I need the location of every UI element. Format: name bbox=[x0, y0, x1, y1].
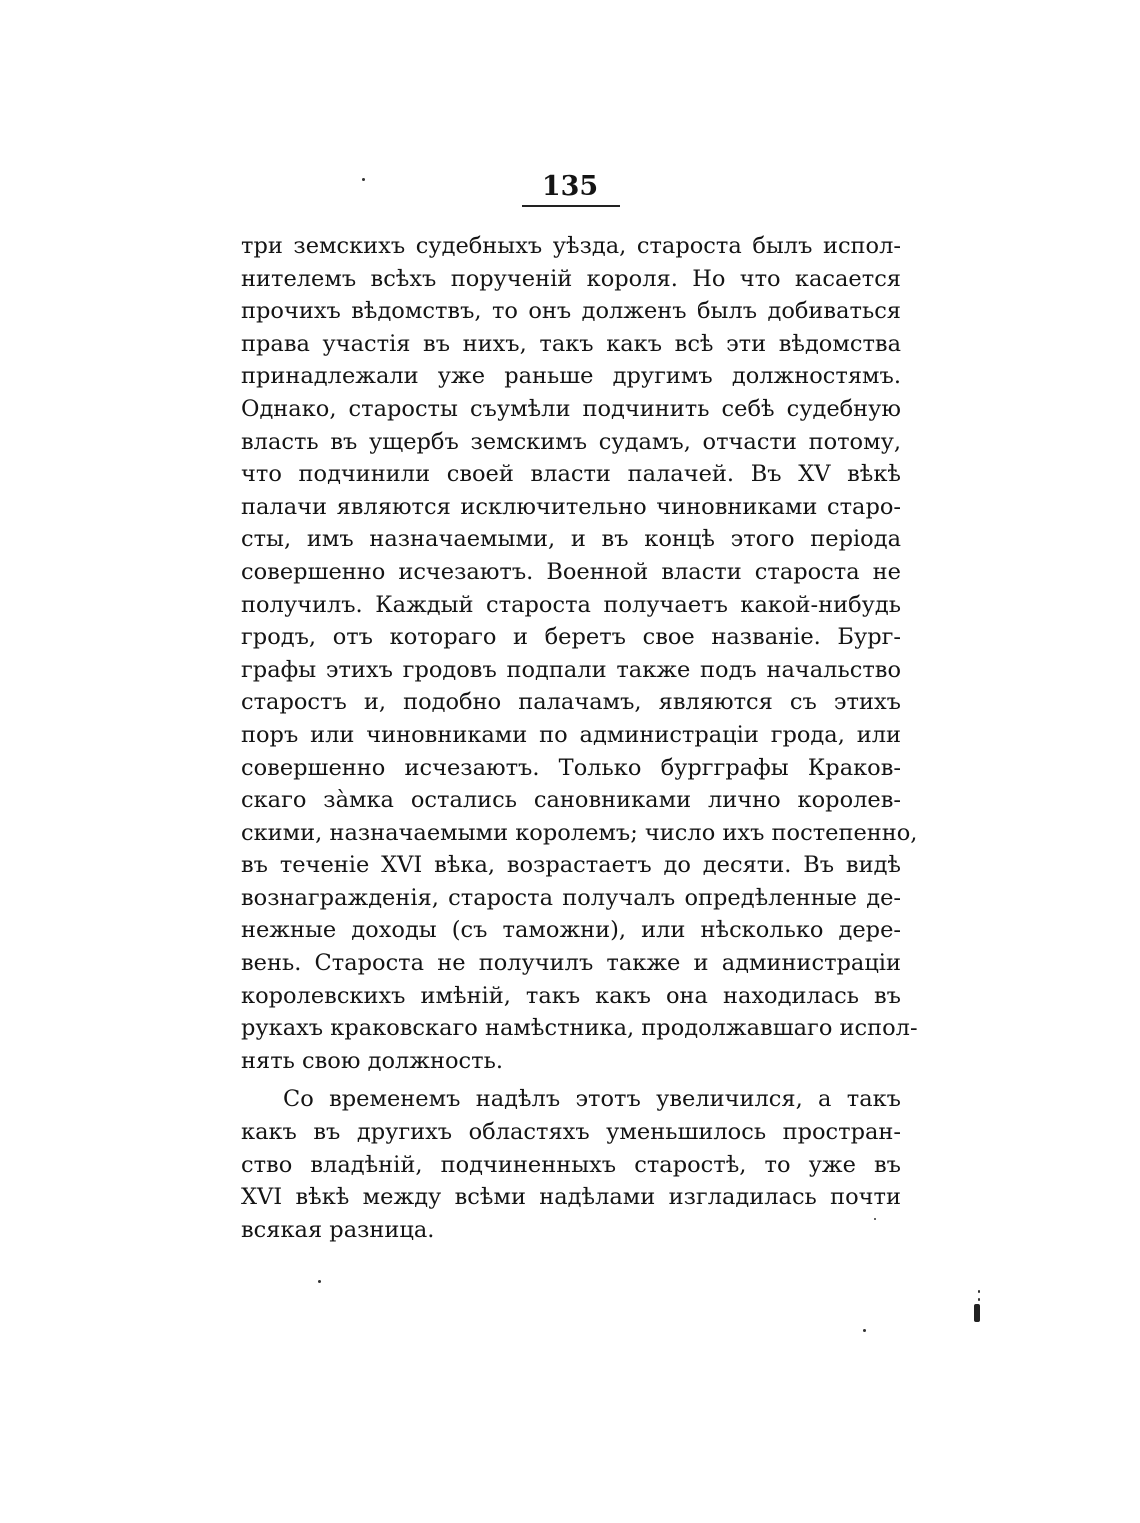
text-line: королевскихъ имѣній, такъ какъ она находилась въ bbox=[241, 982, 901, 1009]
scan-speck bbox=[318, 1280, 321, 1283]
text-line: прочихъ вѣдомствъ, то онъ долженъ былъ добиваться bbox=[241, 298, 901, 325]
scan-speck bbox=[863, 1329, 866, 1332]
text-line: совершенно исчезаютъ. Военной власти староста не bbox=[241, 558, 901, 585]
text-line: нять свою должность. bbox=[241, 1047, 503, 1074]
paragraph-1 bbox=[241, 230, 918, 1077]
text-line: рукахъ краковскаго намѣстника, продолжавшаго испол- bbox=[241, 1015, 918, 1042]
text-line: Однако, старосты съумѣли подчинить себѣ судебную bbox=[241, 395, 901, 422]
text-line: поръ или чиновниками по администраціи грода, или bbox=[241, 721, 901, 748]
text-line: вень. Староста не получилъ также и администраціи bbox=[241, 950, 901, 977]
text-line: права участія въ нихъ, такъ какъ всѣ эти вѣдомства bbox=[241, 330, 901, 357]
text-line: скими, назначаемыми королемъ; число ихъ постепенно, bbox=[241, 819, 918, 846]
scan-speck bbox=[978, 1290, 980, 1293]
text-line: въ теченіе XVI вѣка, возрастаетъ до десяти. Въ видѣ bbox=[241, 852, 901, 879]
text-line: нежные доходы (съ таможни), или нѣсколько дере- bbox=[241, 917, 901, 944]
text-line: сты, имъ назначаемыми, и въ концѣ этого періода bbox=[241, 526, 901, 553]
scan-speck bbox=[978, 1298, 980, 1301]
text-line: Со временемъ надѣлъ этотъ увеличился, а такъ bbox=[283, 1086, 901, 1113]
text-line: принадлежали уже раньше другимъ должностямъ. bbox=[241, 363, 901, 390]
body-text bbox=[241, 230, 918, 1246]
page-number: 135 bbox=[541, 171, 599, 202]
scan-speck bbox=[974, 1304, 980, 1322]
text-line: три земскихъ судебныхъ уѣзда, староста былъ испол- bbox=[241, 233, 901, 259]
text-line: совершенно исчезаютъ. Только бургграфы Краков- bbox=[241, 754, 901, 781]
text-line: получилъ. Каждый староста получаетъ какой-нибудь bbox=[241, 591, 901, 618]
paragraph-2 bbox=[241, 1083, 901, 1246]
scan-speck bbox=[874, 1218, 876, 1220]
text-line: XVI вѣкѣ между всѣми надѣлами изгладилась почти bbox=[241, 1184, 901, 1211]
text-line: какъ въ другихъ областяхъ уменьшилось простран- bbox=[241, 1119, 901, 1146]
page-number-rule bbox=[522, 205, 620, 207]
text-line: что подчинили своей власти палачей. Въ XV вѣкѣ bbox=[241, 461, 901, 488]
text-line: старостъ и, подобно палачамъ, являются съ этихъ bbox=[241, 689, 901, 716]
text-line: палачи являются исключительно чиновниками старо- bbox=[241, 493, 901, 520]
text-line: нителемъ всѣхъ порученій короля. Но что касается bbox=[241, 265, 901, 292]
text-line: графы этихъ гродовъ подпали также подъ начальство bbox=[241, 656, 901, 683]
text-line: власть въ ущербъ земскимъ судамъ, отчасти потому, bbox=[241, 428, 901, 455]
scan-speck bbox=[362, 178, 365, 181]
text-line: всякая разница. bbox=[241, 1216, 435, 1243]
text-line: гродъ, отъ котораго и беретъ свое названіе. Бург- bbox=[241, 624, 901, 651]
text-line: вознагражденія, староста получалъ опредѣленные де- bbox=[241, 884, 901, 911]
text-line: скаго зàмка остались сановниками лично королев- bbox=[241, 787, 901, 814]
text-line: ство владѣній, подчиненныхъ старостѣ, то уже въ bbox=[241, 1151, 901, 1178]
